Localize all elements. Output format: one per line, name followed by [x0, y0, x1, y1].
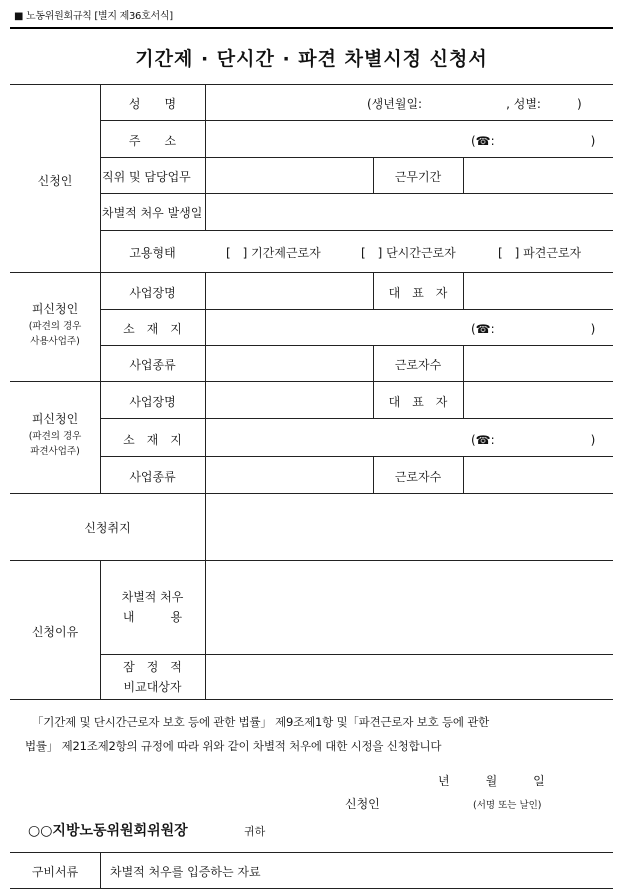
comparison-label: [100, 657, 205, 697]
option-fixed-term[interactable]: [ ] 기간제근로자: [226, 246, 321, 260]
respondent2-workers-label: 근로자수: [394, 470, 442, 484]
respondent2-note-2: 파견사업주): [30, 446, 80, 457]
respondent2-workplace-label: 사업장명: [129, 395, 176, 409]
respondent1-note-1: (파견의 경우: [28, 321, 82, 332]
reason-section-label: 신청이유: [31, 625, 79, 639]
respondent2-workers-field[interactable]: [464, 457, 613, 493]
period-label: 근무기간: [394, 170, 442, 184]
signature-field[interactable]: [390, 790, 470, 810]
respondent2-title: 피신청인: [31, 412, 79, 426]
treatment-content-field[interactable]: [206, 561, 613, 654]
comparison-label-line1: 잠 정 적: [123, 660, 182, 674]
applicant-phone-text: (☎: ): [471, 134, 596, 148]
period-field[interactable]: [464, 158, 613, 193]
treatment-label-line1: 차별적 처우: [121, 590, 184, 604]
discrimination-date-field[interactable]: [206, 194, 613, 230]
address-label: 주 소: [128, 134, 177, 148]
sign-note: (서명 또는 날인): [473, 800, 542, 811]
respondent1-phone-text: (☎: ): [471, 322, 596, 336]
documents-value: 차별적 처우를 입증하는 자료: [110, 865, 261, 879]
treatment-label-line2: 내 용: [122, 610, 183, 624]
respondent1-workers-field[interactable]: [464, 346, 613, 381]
birth-gender-text: (생년월일: , 성별: ): [367, 97, 582, 111]
name-label: 성 명: [128, 97, 177, 111]
respondent1-business-type-field[interactable]: [206, 346, 373, 381]
position-field[interactable]: [206, 158, 373, 193]
respondent1-location-label: 소 재 지: [123, 322, 182, 336]
form-reference: ■ 노동위원회규칙 [별지 제36호서식]: [14, 11, 173, 22]
respondent1-title: 피신청인: [31, 302, 79, 316]
position-label: 직위 및 담당업무: [102, 170, 191, 184]
statement-line-2: 법률」 제21조제2항의 규정에 따라 위와 같이 차별적 처우에 대한 시정을 신청합니다: [25, 739, 442, 753]
documents-label: 구비서류: [31, 865, 79, 879]
applicant-sign-label: 신청인: [345, 797, 380, 811]
top-rule: [10, 27, 613, 29]
respondent2-phone-text: (☎: ): [471, 433, 596, 447]
respondent1-workplace-field[interactable]: [206, 273, 373, 309]
addressee-suffix: 귀하: [244, 825, 266, 838]
respondent1-business-type-label: 사업종류: [129, 358, 176, 372]
respondent1-workplace-label: 사업장명: [129, 286, 176, 300]
applicant-section-label: 신청인: [37, 174, 73, 188]
employment-type-label: 고용형태: [129, 246, 176, 260]
comparison-label-line2: 비교대상자: [123, 680, 182, 694]
treatment-label: [100, 587, 205, 627]
respondent1-representative-field[interactable]: [464, 273, 613, 309]
respondent1-workers-label: 근로자수: [394, 358, 442, 372]
addressee: ○○지방노동위원회위원장: [28, 823, 188, 839]
purpose-label: 신청취지: [84, 521, 131, 535]
respondent2-note-1: (파견의 경우: [28, 431, 82, 442]
respondent1-representative-label: 대 표 자: [388, 286, 448, 300]
respondent2-workplace-field[interactable]: [206, 382, 373, 418]
date-text: 년 월 일: [438, 774, 545, 788]
respondent2-business-type-label: 사업종류: [129, 470, 176, 484]
respondent1-section-label: [10, 301, 100, 348]
respondent2-location-label: 소 재 지: [123, 433, 182, 447]
discrimination-date-label: 차별적 처우 발생일: [102, 206, 203, 220]
statement-line-1: 「기간제 및 단시간근로자 보호 등에 관한 법률」 제9조제1항 및「파견근로자 보호 등에 관한: [32, 715, 490, 729]
respondent2-representative-field[interactable]: [464, 382, 613, 418]
respondent1-note-2: 사용사업주): [30, 336, 80, 347]
respondent2-business-type-field[interactable]: [206, 457, 373, 493]
respondent2-representative-label: 대 표 자: [388, 395, 448, 409]
comparison-field[interactable]: [206, 655, 613, 699]
purpose-field[interactable]: [206, 494, 613, 560]
page-title: 기간제 · 단시간 · 파견 차별시정 신청서: [135, 48, 488, 70]
respondent2-section-label: [10, 411, 100, 458]
option-part-time[interactable]: [ ] 단시간근로자: [361, 246, 456, 260]
option-dispatched[interactable]: [ ] 파견근로자: [498, 246, 582, 260]
